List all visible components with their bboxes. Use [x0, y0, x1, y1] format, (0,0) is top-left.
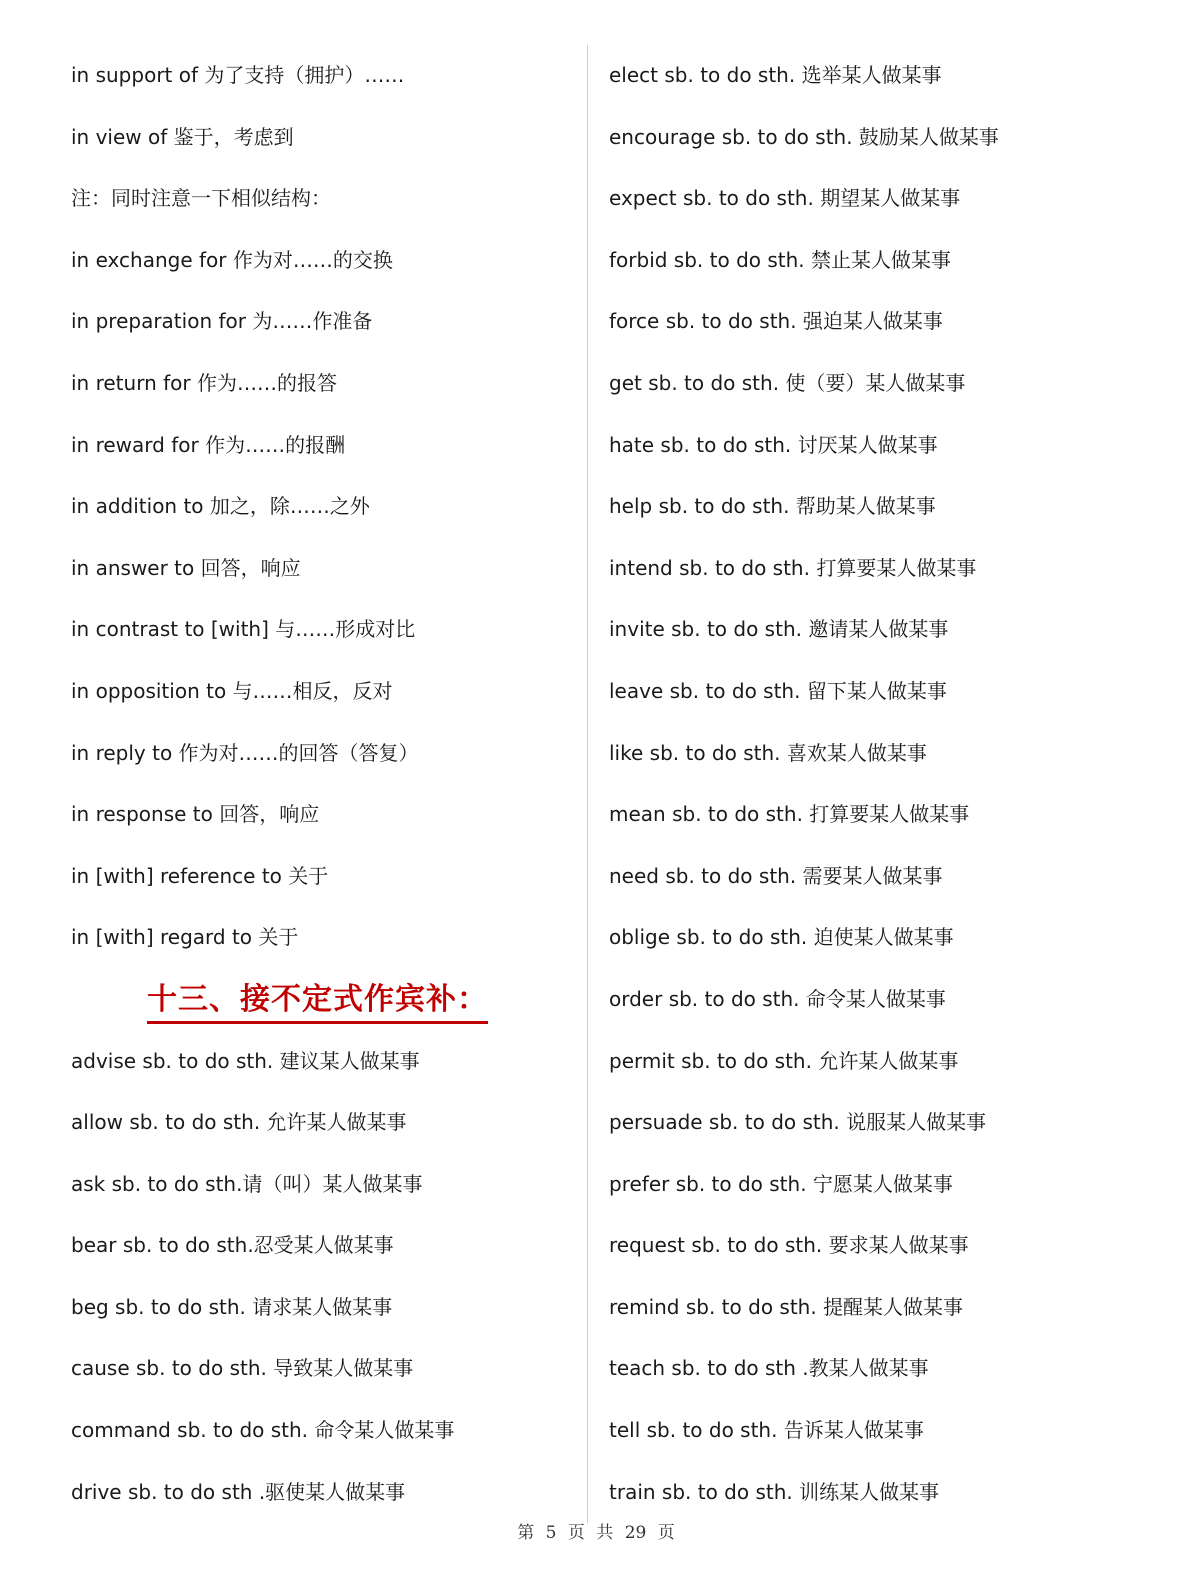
phrase-entry: in reward for 作为……的报酬 [71, 432, 346, 457]
phrase-entry: order sb. to do sth. 命令某人做某事 [609, 986, 946, 1011]
right-column [609, 45, 1169, 1523]
phrase-entry: forbid sb. to do sth. 禁止某人做某事 [609, 247, 952, 272]
phrase-entry: invite sb. to do sth. 邀请某人做某事 [609, 617, 949, 642]
phrase-entry: cause sb. to do sth. 导致某人做某事 [71, 1356, 414, 1381]
phrase-entry: train sb. to do sth. 训练某人做某事 [609, 1479, 940, 1504]
phrase-entry: intend sb. to do sth. 打算要某人做某事 [609, 555, 977, 580]
phrase-entry: in return for 作为……的报答 [71, 370, 337, 395]
phrase-entry: tell sb. to do sth. 告诉某人做某事 [609, 1418, 924, 1443]
phrase-entry: in [with] regard to 关于 [71, 925, 299, 950]
phrase-entry: command sb. to do sth. 命令某人做某事 [71, 1418, 455, 1443]
column-divider [587, 45, 588, 1523]
phrase-entry: elect sb. to do sth. 选举某人做某事 [609, 63, 942, 87]
section-heading-text: 十三、接不定式作宾补： [147, 982, 488, 1024]
phrase-entry: hate sb. to do sth. 讨厌某人做某事 [609, 432, 938, 457]
phrase-entry: in addition to 加之，除……之外 [71, 494, 370, 519]
phrase-entry: help sb. to do sth. 帮助某人做某事 [609, 494, 936, 519]
phrase-entry: allow sb. to do sth. 允许某人做某事 [71, 1110, 407, 1135]
phrase-entry: bear sb. to do sth.忍受某人做某事 [71, 1233, 394, 1258]
left-column [71, 45, 571, 1523]
phrase-entry: in [with] reference to 关于 [71, 863, 329, 888]
phrase-entry: teach sb. to do sth .教某人做某事 [609, 1356, 929, 1381]
phrase-entry: beg sb. to do sth. 请求某人做某事 [71, 1294, 393, 1319]
phrase-entry: prefer sb. to do sth. 宁愿某人做某事 [609, 1171, 953, 1196]
phrase-entry: permit sb. to do sth. 允许某人做某事 [609, 1048, 959, 1073]
phrase-entry: mean sb. to do sth. 打算要某人做某事 [609, 802, 970, 827]
phrase-entry: in exchange for 作为对……的交换 [71, 247, 393, 272]
phrase-entry: persuade sb. to do sth. 说服某人做某事 [609, 1110, 987, 1135]
phrase-entry: advise sb. to do sth. 建议某人做某事 [71, 1048, 420, 1073]
phrase-entry: in answer to 回答，响应 [71, 555, 301, 580]
section-heading [71, 969, 571, 1031]
phrase-entry: in preparation for 为……作准备 [71, 309, 373, 334]
phrase-entry: in response to 回答，响应 [71, 802, 320, 827]
phrase-entry: need sb. to do sth. 需要某人做某事 [609, 863, 943, 888]
phrase-entry: ask sb. to do sth.请（叫）某人做某事 [71, 1171, 423, 1196]
phrase-entry: in opposition to 与……相反，反对 [71, 678, 393, 703]
phrase-entry: force sb. to do sth. 强迫某人做某事 [609, 309, 943, 334]
phrase-entry: oblige sb. to do sth. 迫使某人做某事 [609, 925, 954, 950]
phrase-entry: in support of 为了支持（拥护）…… [71, 63, 405, 87]
phrase-entry: leave sb. to do sth. 留下某人做某事 [609, 678, 947, 703]
phrase-entry: in contrast to [with] 与……形成对比 [71, 617, 416, 642]
phrase-entry: in view of 鉴于，考虑到 [71, 124, 294, 149]
phrase-entry: remind sb. to do sth. 提醒某人做某事 [609, 1294, 964, 1319]
phrase-entry: get sb. to do sth. 使（要）某人做某事 [609, 370, 966, 395]
phrase-entry: request sb. to do sth. 要求某人做某事 [609, 1233, 969, 1258]
phrase-entry: expect sb. to do sth. 期望某人做某事 [609, 186, 961, 211]
phrase-entry: 注：同时注意一下相似结构： [71, 186, 331, 211]
phrase-entry: drive sb. to do sth .驱使某人做某事 [71, 1479, 406, 1504]
phrase-entry: like sb. to do sth. 喜欢某人做某事 [609, 740, 927, 765]
phrase-entry: in reply to 作为对……的回答（答复） [71, 740, 419, 765]
page-footer: 第 5 页 共 29 页 [517, 1523, 675, 1543]
phrase-entry: encourage sb. to do sth. 鼓励某人做某事 [609, 124, 999, 149]
